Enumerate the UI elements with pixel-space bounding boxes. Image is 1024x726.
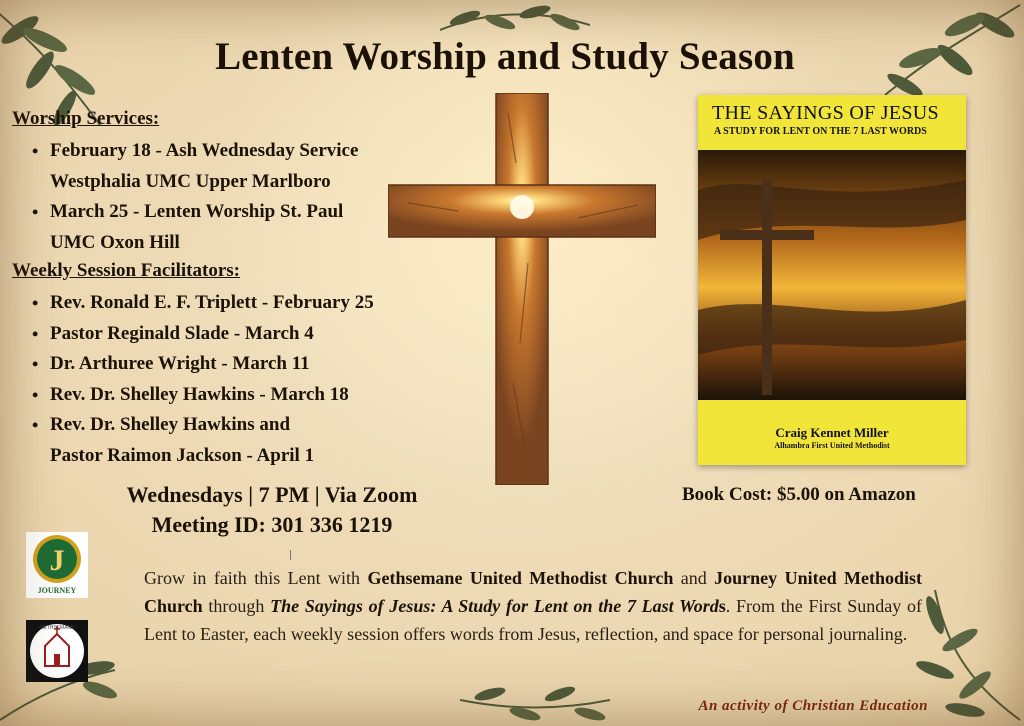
book-reference: The Sayings of Jesus: A Study for Lent on the 7 Last Word xyxy=(270,596,719,616)
book-publisher: Alhambra First United Methodist xyxy=(774,441,890,450)
chapel-icon xyxy=(26,620,88,682)
sunset-cross-image xyxy=(698,150,966,400)
meeting-id: Meeting ID: 301 336 1219 xyxy=(151,512,393,537)
worship-heading: Worship Services: xyxy=(12,108,160,129)
journey-logo xyxy=(26,532,88,598)
church-name: Gethsemane United Methodist Church xyxy=(367,568,674,588)
gethsemane-logo xyxy=(26,620,88,682)
journey-logo-icon xyxy=(26,532,88,598)
schedule xyxy=(102,480,442,540)
worship-list xyxy=(12,136,432,258)
list-item: • Dr. Arthuree Wright - March 11 xyxy=(12,349,432,380)
book-cover xyxy=(698,95,966,465)
gethsemane-name: GETHSEMANE xyxy=(39,625,75,631)
olive-branch-icon xyxy=(460,680,610,726)
footer-tagline: An activity of Christian Education xyxy=(698,698,928,714)
list-item: • March 25 - Lenten Worship St. Paul UMC Oxon Hill xyxy=(12,197,432,258)
list-item: • February 18 - Ash Wednesday Service Westphalia UMC Upper Marlboro xyxy=(12,136,432,197)
book-cost: Book Cost: $5.00 on Amazon xyxy=(682,484,916,505)
journey-name: JOURNEY xyxy=(37,586,77,595)
facilitators-list xyxy=(12,288,432,471)
church-name: Journey United Methodist Church xyxy=(144,568,922,616)
book-title: THE SAYINGS OF JESUS xyxy=(712,102,939,124)
events-column xyxy=(12,106,432,471)
list-item: • Rev. Dr. Shelley Hawkins - March 18 xyxy=(12,380,432,411)
wooden-cross-icon xyxy=(388,93,656,485)
book-subtitle: A STUDY FOR LENT ON THE 7 LAST WORDS xyxy=(714,126,927,137)
list-item: • Pastor Reginald Slade - March 4 xyxy=(12,319,432,350)
list-item: • Rev. Dr. Shelley Hawkins and Pastor Raimon Jackson - April 1 xyxy=(12,410,432,471)
page-title: Lenten Worship and Study Season xyxy=(215,35,795,78)
journey-letter: J xyxy=(49,544,65,577)
facilitators-heading: Weekly Session Facilitators: xyxy=(12,260,240,281)
list-item: • Rev. Ronald E. F. Triplett - February 25 xyxy=(12,288,432,319)
divider xyxy=(290,550,291,560)
book-author: Craig Kennet Miller xyxy=(775,425,889,440)
description: Grow in faith this Lent with Gethsemane United Methodist Church and Journey United Methodist Church through The Sayings of Jesus: A Study for Lent on the 7 Last Words. From the First Sunday of Lent to Easter, each weekly session offers words from Jesus, reflection, and space for personal journaling. xyxy=(144,568,922,644)
schedule-time: Wednesdays | 7 PM | Via Zoom xyxy=(126,482,418,507)
